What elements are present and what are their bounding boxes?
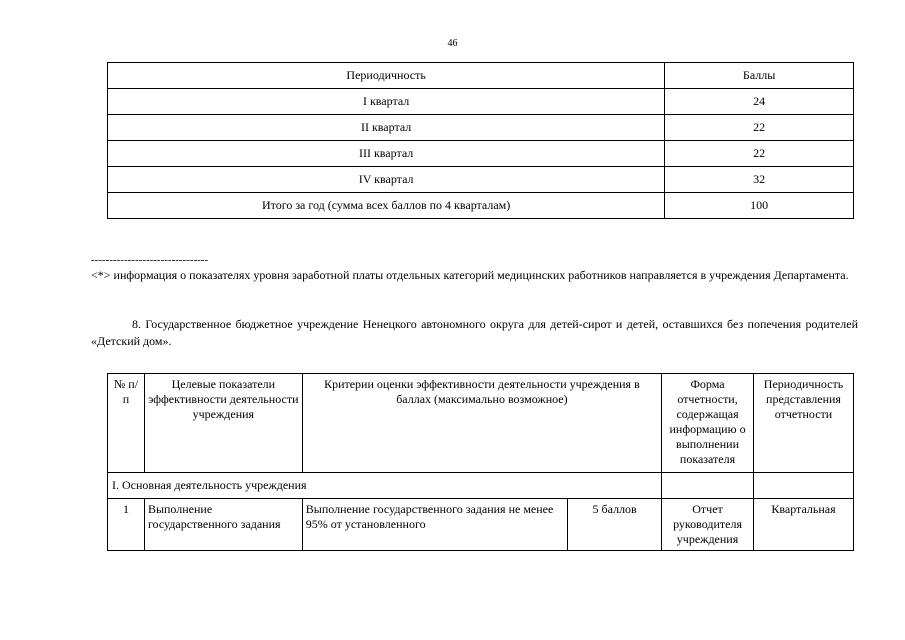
criteria-table <box>107 373 854 551</box>
period-cell: II квартал <box>108 115 665 141</box>
column-header-points: Баллы <box>665 63 854 89</box>
period-cell: Итого за год (сумма всех баллов по 4 кварталам) <box>108 193 665 219</box>
table-row <box>108 167 854 193</box>
table-row <box>108 115 854 141</box>
table-row <box>108 499 854 551</box>
row-number: 1 <box>108 499 145 551</box>
indicator-cell: Выполнение государственного задания <box>144 499 302 551</box>
column-header-periodicity: Периодичность представления отчетности <box>754 374 854 473</box>
table-row <box>108 89 854 115</box>
column-header-criteria: Критерии оценки эффективности деятельности учреждения в баллах (максимально возможное) <box>302 374 661 473</box>
section-row <box>108 473 854 499</box>
points-cell: 32 <box>665 167 854 193</box>
table-row-total <box>108 193 854 219</box>
empty-cell <box>662 473 754 499</box>
column-header-indicators: Целевые показатели эффективности деятельности учреждения <box>144 374 302 473</box>
table-row <box>108 141 854 167</box>
points-cell: 22 <box>665 141 854 167</box>
periodicity-cell: Квартальная <box>754 499 854 551</box>
points-cell: 5 баллов <box>568 499 662 551</box>
footnote-text: <*> информация о показателях уровня заработной платы отдельных категорий медицинских работников направляется в учреждения Департамента. <box>91 268 849 282</box>
column-header-number: № п/п <box>108 374 145 473</box>
period-cell: I квартал <box>108 89 665 115</box>
score-table <box>107 62 854 219</box>
period-cell: IV квартал <box>108 167 665 193</box>
empty-cell <box>754 473 854 499</box>
section-title: I. Основная деятельность учреждения <box>108 473 662 499</box>
points-cell: 100 <box>665 193 854 219</box>
footnote-separator: -------------------------------- <box>91 254 209 266</box>
report-form-cell: Отчет руководителя учреждения <box>662 499 754 551</box>
period-cell: III квартал <box>108 141 665 167</box>
points-cell: 24 <box>665 89 854 115</box>
criterion-cell: Выполнение государственного задания не менее 95% от установленного <box>302 499 567 551</box>
table-header-row <box>108 374 854 473</box>
table-header-row <box>108 63 854 89</box>
column-header-report-form: Форма отчетности, содержащая информацию о выполнении показателя <box>662 374 754 473</box>
section-paragraph: 8. Государственное бюджетное учреждение Ненецкого автономного округа для детей-сирот и детей, оставшихся без попечения родителей «Детский дом». <box>91 317 858 348</box>
page-number: 46 <box>447 38 458 49</box>
points-cell: 22 <box>665 115 854 141</box>
column-header-periodicity: Периодичность <box>108 63 665 89</box>
